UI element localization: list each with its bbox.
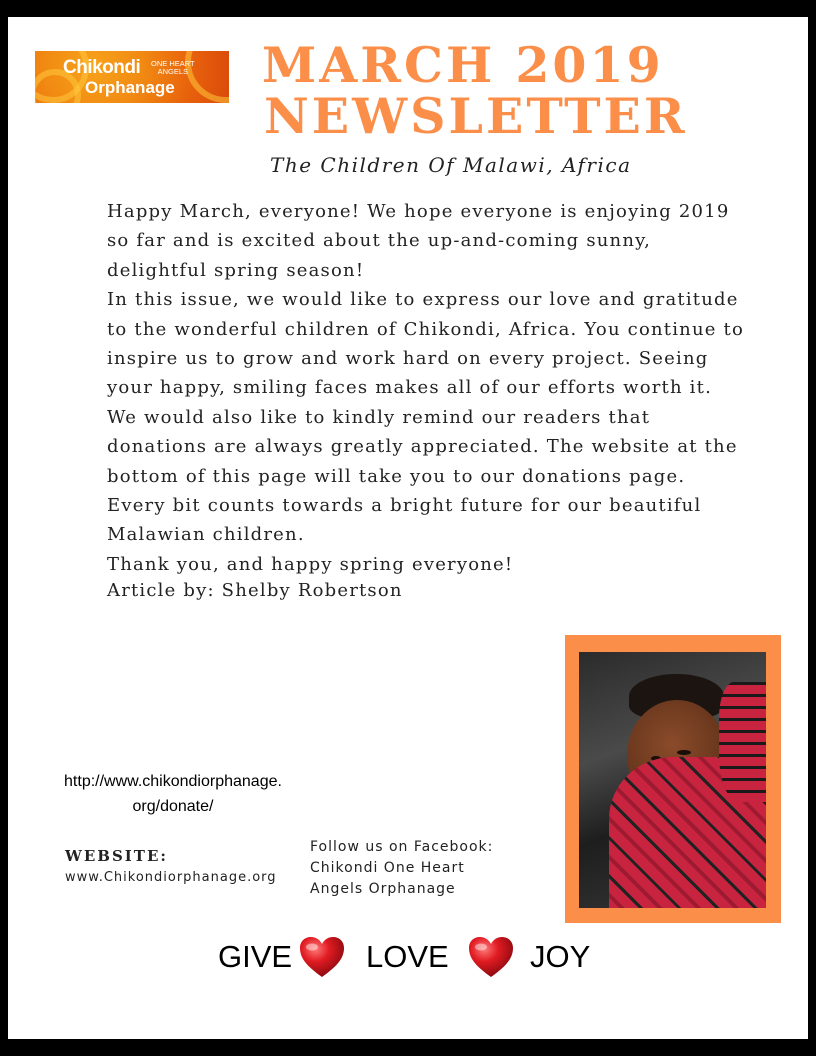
article-paragraph: We would also like to kindly remind our readers that donations are always greatly appreciated. The website at the bottom of this page will take you to our donations page. Every bit counts towards a bright future for our beautiful Malawian children. <box>107 406 738 546</box>
website-url[interactable]: www.Chikondiorphanage.org <box>65 870 277 885</box>
article-paragraph: In this issue, we would like to express our love and gratitude to the wonderful children of Chikondi, Africa. You continue to inspire us to grow and work hard on every project. Seeing your happy, smiling faces makes all of our efforts worth it. <box>107 289 744 399</box>
title-line-2: NEWSLETTER <box>264 87 688 145</box>
article-body <box>107 197 747 579</box>
heart-icon <box>298 935 346 979</box>
donate-link-line2[interactable]: org/donate/ <box>132 798 214 815</box>
logo-name: Chikondi <box>63 57 141 78</box>
facebook-line3: Angels Orphanage <box>310 881 456 897</box>
website-label: WEBSITE: <box>65 847 168 865</box>
facebook-line2: Chikondi One Heart <box>310 860 465 876</box>
donate-link[interactable] <box>48 769 298 819</box>
article-paragraph: Happy March, everyone! We hope everyone is enjoying 2019 so far and is excited about the up-and-coming sunny, delightful spring season! <box>107 201 730 281</box>
footer-slogan <box>8 935 808 985</box>
article-paragraph: Thank you, and happy spring everyone! <box>107 553 514 575</box>
logo-tagline: ONE HEART ANGELS <box>151 59 195 76</box>
child-photo <box>579 652 766 908</box>
photo-frame <box>565 635 781 923</box>
facebook-info <box>310 837 493 900</box>
title-line-1: MARCH 2019 <box>262 36 664 94</box>
subtitle: The Children Of Malawi, Africa <box>270 153 632 177</box>
donate-link-line1[interactable]: http://www.chikondiorphanage. <box>64 773 282 790</box>
newsletter-page <box>8 17 808 1039</box>
slogan-love: LOVE <box>366 939 449 974</box>
article-byline: Article by: Shelby Robertson <box>107 580 403 601</box>
slogan-give: GIVE <box>218 939 293 974</box>
slogan-joy: JOY <box>530 939 591 974</box>
facebook-line1: Follow us on Facebook: <box>310 839 494 855</box>
heart-icon <box>467 935 515 979</box>
chikondi-logo <box>35 51 229 103</box>
logo-orphanage: Orphanage <box>85 78 175 97</box>
